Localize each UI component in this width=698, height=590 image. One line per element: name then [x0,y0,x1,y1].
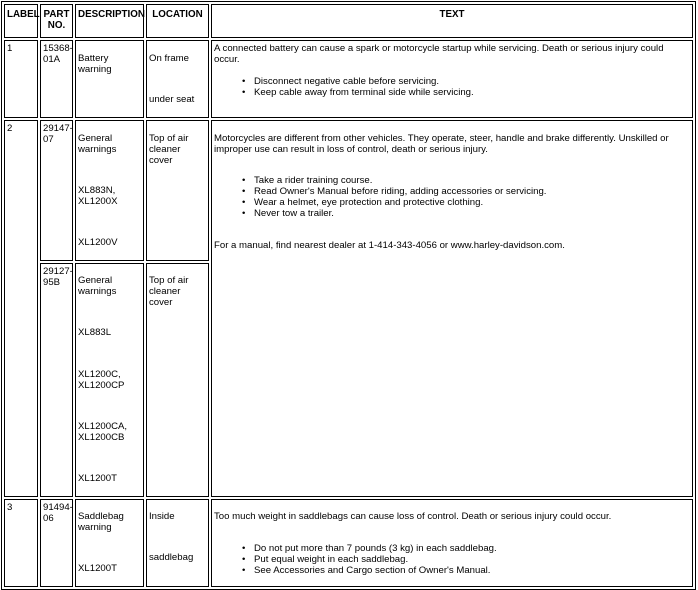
list-item: • Do not put more than 7 pounds (3 kg) in each saddlebag. [214,543,690,554]
description-line: XL1200C, XL1200CP [78,368,125,391]
cell-text [211,499,693,587]
text-outro: For a manual, find nearest dealer at 1-414-343-4056 or www.harley-davidson.com. [214,239,565,251]
location-line: Top of air cleaner cover [149,132,189,166]
header-part-no-text: PART NO. [43,9,70,31]
header-label: LABEL [4,4,38,38]
list-item: • See Accessories and Cargo section of Owner's Manual. [214,565,690,576]
table-header-row [4,4,693,38]
cell-description [75,120,144,261]
table-row [4,120,693,261]
cell-text [211,40,693,118]
description-line: XL1200CA, XL1200CB [78,420,128,443]
cell-part-no: 29147-07 [40,120,73,261]
header-description: DESCRIPTION [75,4,144,38]
cell-location [146,263,209,497]
description-line: Saddlebag warning [78,511,124,534]
location-line: Top of air cleaner cover [149,275,189,309]
description-line: XL1200V [78,236,118,248]
description-line: General warnings [78,132,117,155]
header-part-no [40,4,73,38]
cell-part-no: 29127-95B [40,263,73,497]
cell-part-no: 91494-06 [40,499,73,587]
description-line: Battery warning [78,52,112,75]
cell-description [75,40,144,118]
cell-label: 1 [4,40,38,118]
table-row [4,499,693,587]
warning-labels-table [1,1,696,590]
cell-location [146,120,209,261]
text-intro: A connected battery can cause a spark or motorcycle startup while servicing. Death or serious injury could occur. [214,43,664,65]
location-line: On frame [149,52,189,64]
cell-part-no: 15368-01A [40,40,73,118]
list-item: • Never tow a trailer. [214,208,690,219]
header-text: TEXT [211,4,693,38]
location-line: under seat [149,93,195,105]
list-item: • Read Owner's Manual before riding, adding accessories or servicing. [214,186,690,197]
list-item: • Put equal weight in each saddlebag. [214,554,690,565]
bullet-list [214,543,690,576]
location-line: saddlebag [149,552,194,564]
location-line: Inside [149,511,175,523]
list-item: • Disconnect negative cable before servicing. [214,76,690,87]
table-row [4,40,693,118]
cell-text [211,120,693,497]
bullet-list [214,76,690,98]
cell-description [75,263,144,497]
description-line: XL883L [78,327,112,339]
list-item: • Wear a helmet, eye protection and protective clothing. [214,197,690,208]
bullet-list [214,175,690,219]
text-intro: Motorcycles are different from other vehicles. They operate, steer, handle and brake differently. Unskilled or improper use can result in loss of control, death or serious injury. [214,132,669,155]
header-location: LOCATION [146,4,209,38]
cell-label: 2 [4,120,38,497]
cell-label: 3 [4,499,38,587]
description-line: XL1200T [78,563,117,575]
list-item: • Keep cable away from terminal side while servicing. [214,87,690,98]
cell-location [146,499,209,587]
cell-description [75,499,144,587]
list-item: • Take a rider training course. [214,175,690,186]
cell-location [146,40,209,118]
description-line: XL1200T [78,472,117,484]
description-line: General warnings [78,275,117,298]
description-line: XL883N, XL1200X [78,184,118,207]
text-intro: Too much weight in saddlebags can cause loss of control. Death or serious injury could occur. [214,511,612,523]
